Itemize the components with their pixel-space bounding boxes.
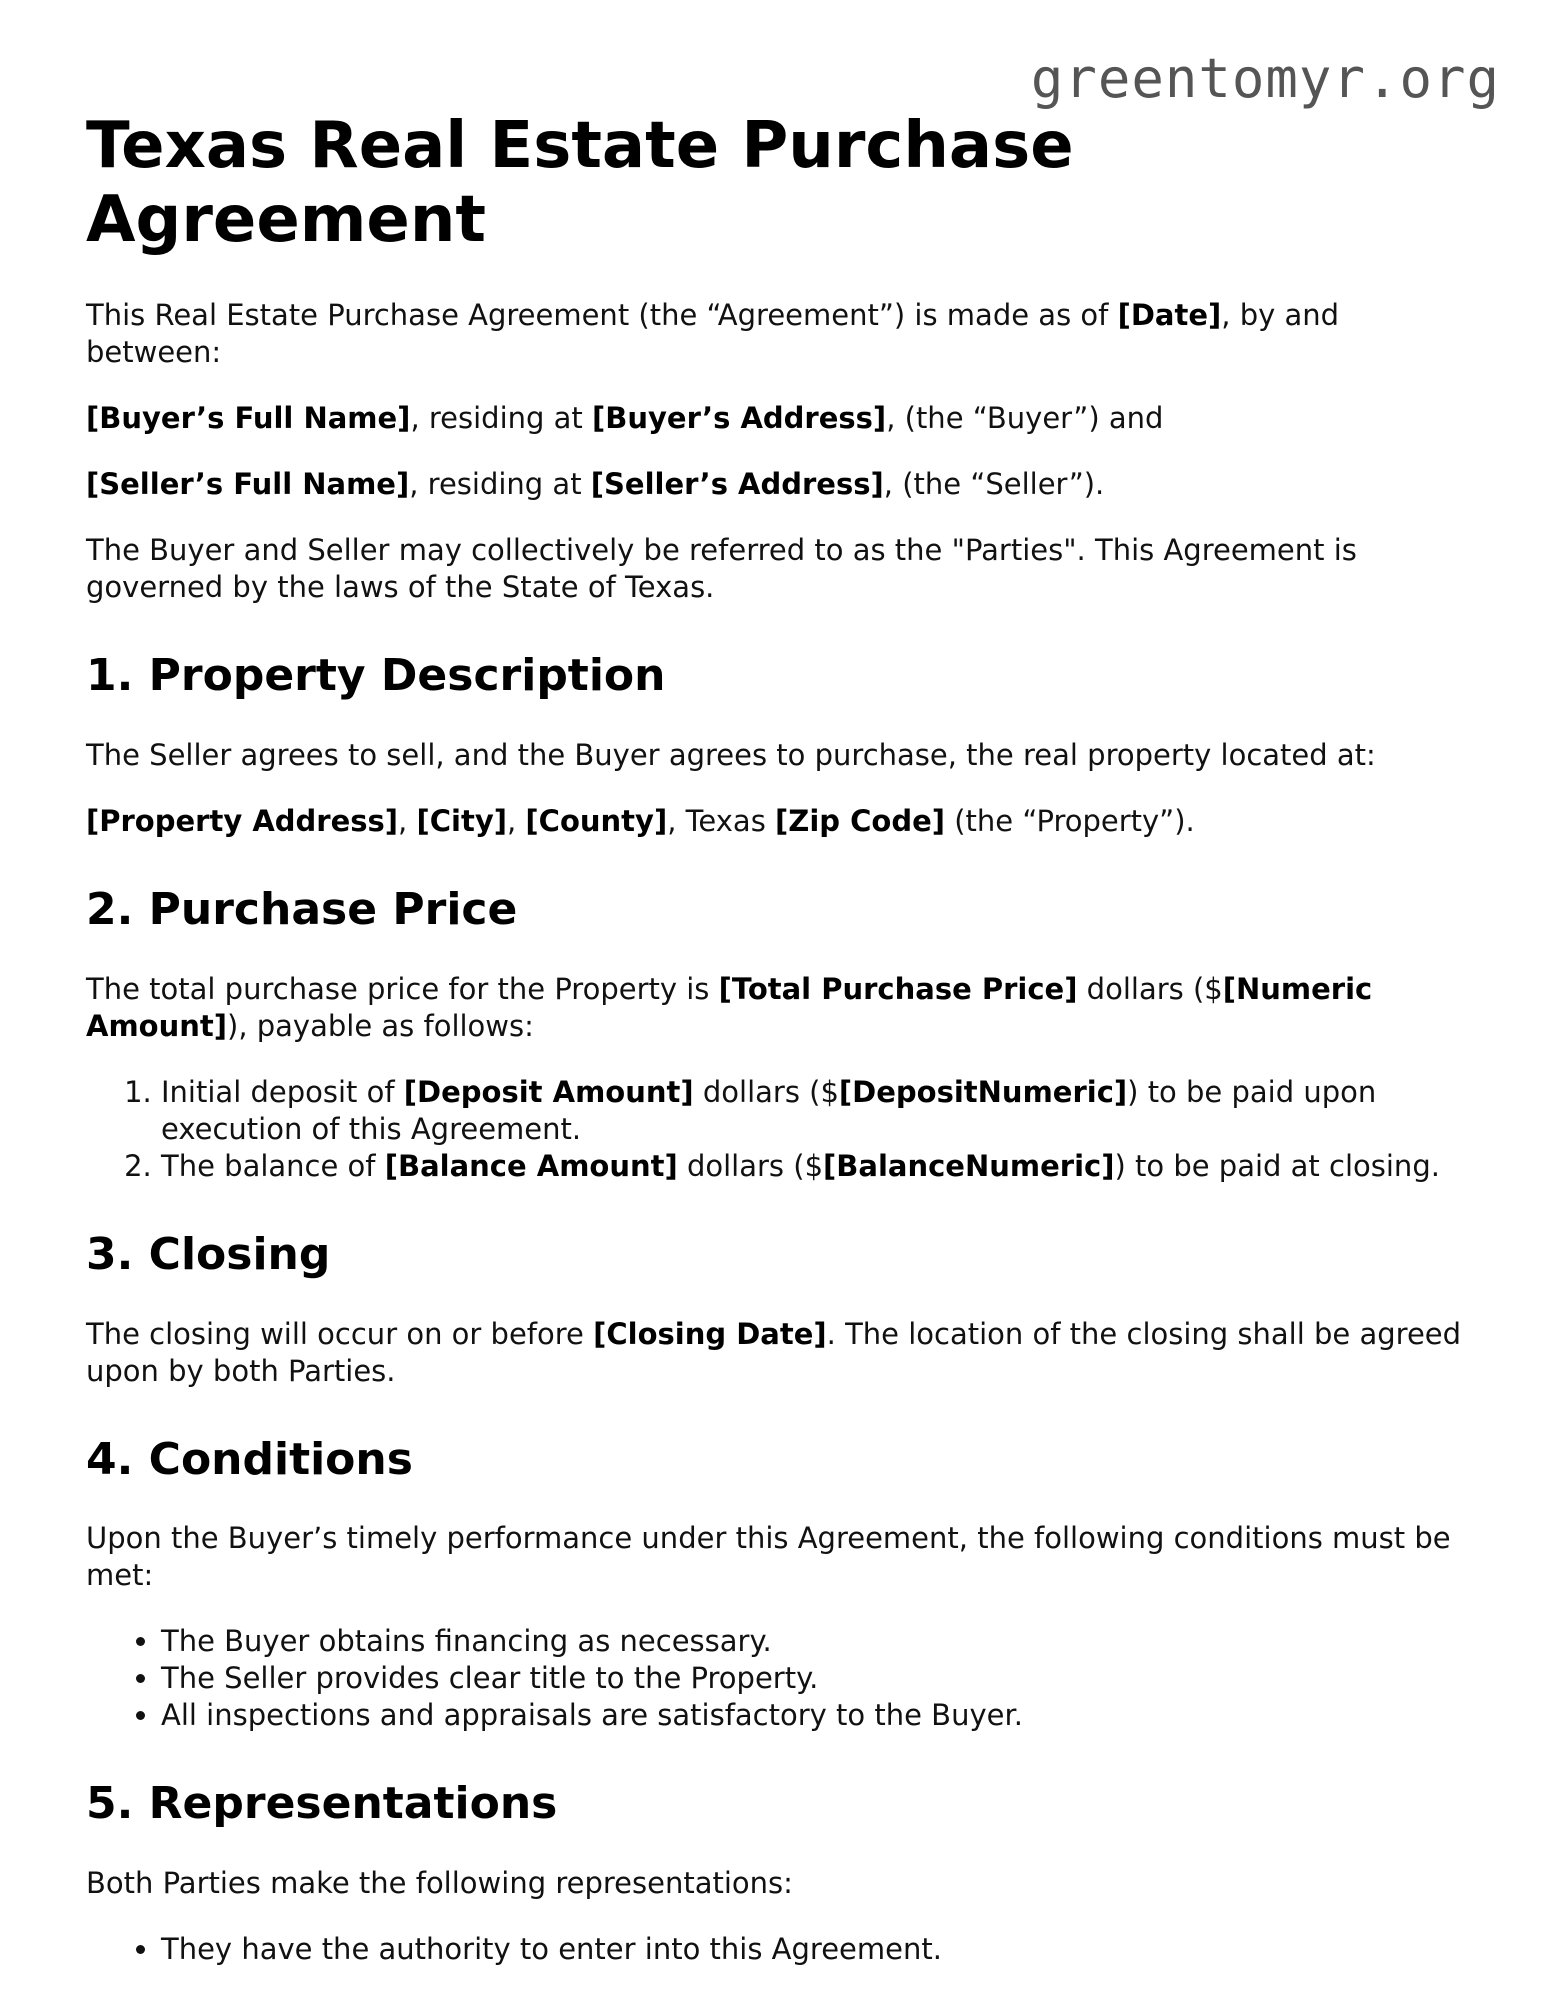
document-title: Texas Real Estate Purchase Agreement — [86, 109, 1074, 257]
intro-text: , by and between: — [86, 298, 1340, 370]
list-item: • The Buyer obtains financing as necessary. — [161, 1623, 1466, 1660]
separator: , — [398, 803, 417, 838]
seller-text: , (the “Seller”). — [883, 467, 1105, 502]
address-text: , Texas — [667, 803, 776, 838]
total-price-placeholder: [Total Purchase Price] — [718, 971, 1078, 1006]
property-paragraph: The Seller agrees to sell, and the Buyer agrees to purchase, the real property located at: — [86, 737, 1376, 772]
section-heading-property: 1. Property Description — [86, 650, 666, 702]
deposit-amount-placeholder: [Deposit Amount] — [403, 1074, 694, 1109]
intro-paragraph — [86, 297, 1466, 371]
parties-paragraph: The Buyer and Seller may collectively be referred to as the "Parties". This Agreement is governed by the laws of the State of Texas. — [86, 533, 1357, 605]
intro-text: This Real Estate Purchase Agreement (the “Agreement”) is made as of — [86, 298, 1118, 333]
numeric-amount-placeholder: [Numeric Amount] — [86, 971, 1373, 1043]
payment-list — [86, 1074, 1466, 1185]
balance-amount-placeholder: [Balance Amount] — [384, 1148, 678, 1183]
item-text: The balance of — [161, 1148, 385, 1183]
item-text: dollars ($ — [693, 1074, 839, 1109]
separator: , — [506, 803, 526, 838]
conditions-list — [86, 1623, 1466, 1734]
seller-text: , residing at — [409, 467, 591, 502]
property-address-placeholder: [Property Address] — [86, 803, 399, 838]
price-text: dollars ($ — [1077, 971, 1223, 1006]
price-text: The total purchase price for the Property is — [86, 971, 719, 1006]
price-paragraph — [86, 971, 1466, 1045]
city-placeholder: [City] — [416, 803, 507, 838]
closing-text: The closing will occur on or before — [86, 1316, 594, 1351]
section-heading-representations: 5. Representations — [86, 1778, 558, 1830]
buyer-text: , residing at — [410, 401, 592, 436]
county-placeholder: [County] — [525, 803, 668, 838]
list-item: • The Seller provides clear title to the Property. — [161, 1660, 1466, 1697]
closing-text: . The location of the closing shall be agreed upon by both Parties. — [86, 1316, 1462, 1388]
closing-date-placeholder: [Closing Date] — [593, 1316, 827, 1351]
closing-paragraph — [86, 1316, 1466, 1390]
buyer-text: , (the “Buyer”) and — [886, 401, 1164, 436]
list-item: • They have the authority to enter into this Agreement. — [161, 1931, 1466, 1968]
representations-list — [86, 1931, 1466, 1968]
buyer-name-placeholder: [Buyer’s Full Name] — [86, 401, 411, 436]
property-address-line — [86, 803, 1466, 840]
list-item — [161, 1148, 1466, 1185]
representations-paragraph: Both Parties make the following representations: — [86, 1866, 793, 1901]
address-text: (the “Property”). — [945, 803, 1195, 838]
list-item — [161, 1074, 1466, 1148]
item-text: dollars ($ — [677, 1148, 824, 1183]
buyer-address-placeholder: [Buyer’s Address] — [592, 401, 887, 436]
date-placeholder: [Date] — [1117, 298, 1222, 333]
section-heading-conditions: 4. Conditions — [86, 1433, 413, 1485]
balance-numeric-placeholder: [BalanceNumeric] — [823, 1148, 1115, 1183]
seller-name-placeholder: [Seller’s Full Name] — [86, 467, 410, 502]
watermark: greentomyr.org — [1030, 47, 1500, 110]
list-item: • All inspections and appraisals are satisfactory to the Buyer. — [161, 1697, 1466, 1734]
item-text: Initial deposit of — [161, 1074, 404, 1109]
item-text: ) to be paid upon execution of this Agreement. — [161, 1074, 1377, 1146]
item-text: ) to be paid at closing. — [1114, 1148, 1440, 1183]
seller-address-placeholder: [Seller’s Address] — [590, 467, 884, 502]
price-text: ), payable as follows: — [227, 1008, 534, 1043]
conditions-paragraph: Upon the Buyer’s timely performance under this Agreement, the following conditions must be met: — [86, 1521, 1451, 1593]
section-heading-closing: 3. Closing — [86, 1228, 331, 1280]
seller-line — [86, 466, 1466, 503]
buyer-line — [86, 400, 1466, 437]
zip-placeholder: [Zip Code] — [775, 803, 945, 838]
section-heading-price: 2. Purchase Price — [86, 883, 518, 935]
deposit-numeric-placeholder: [DepositNumeric] — [838, 1074, 1128, 1109]
